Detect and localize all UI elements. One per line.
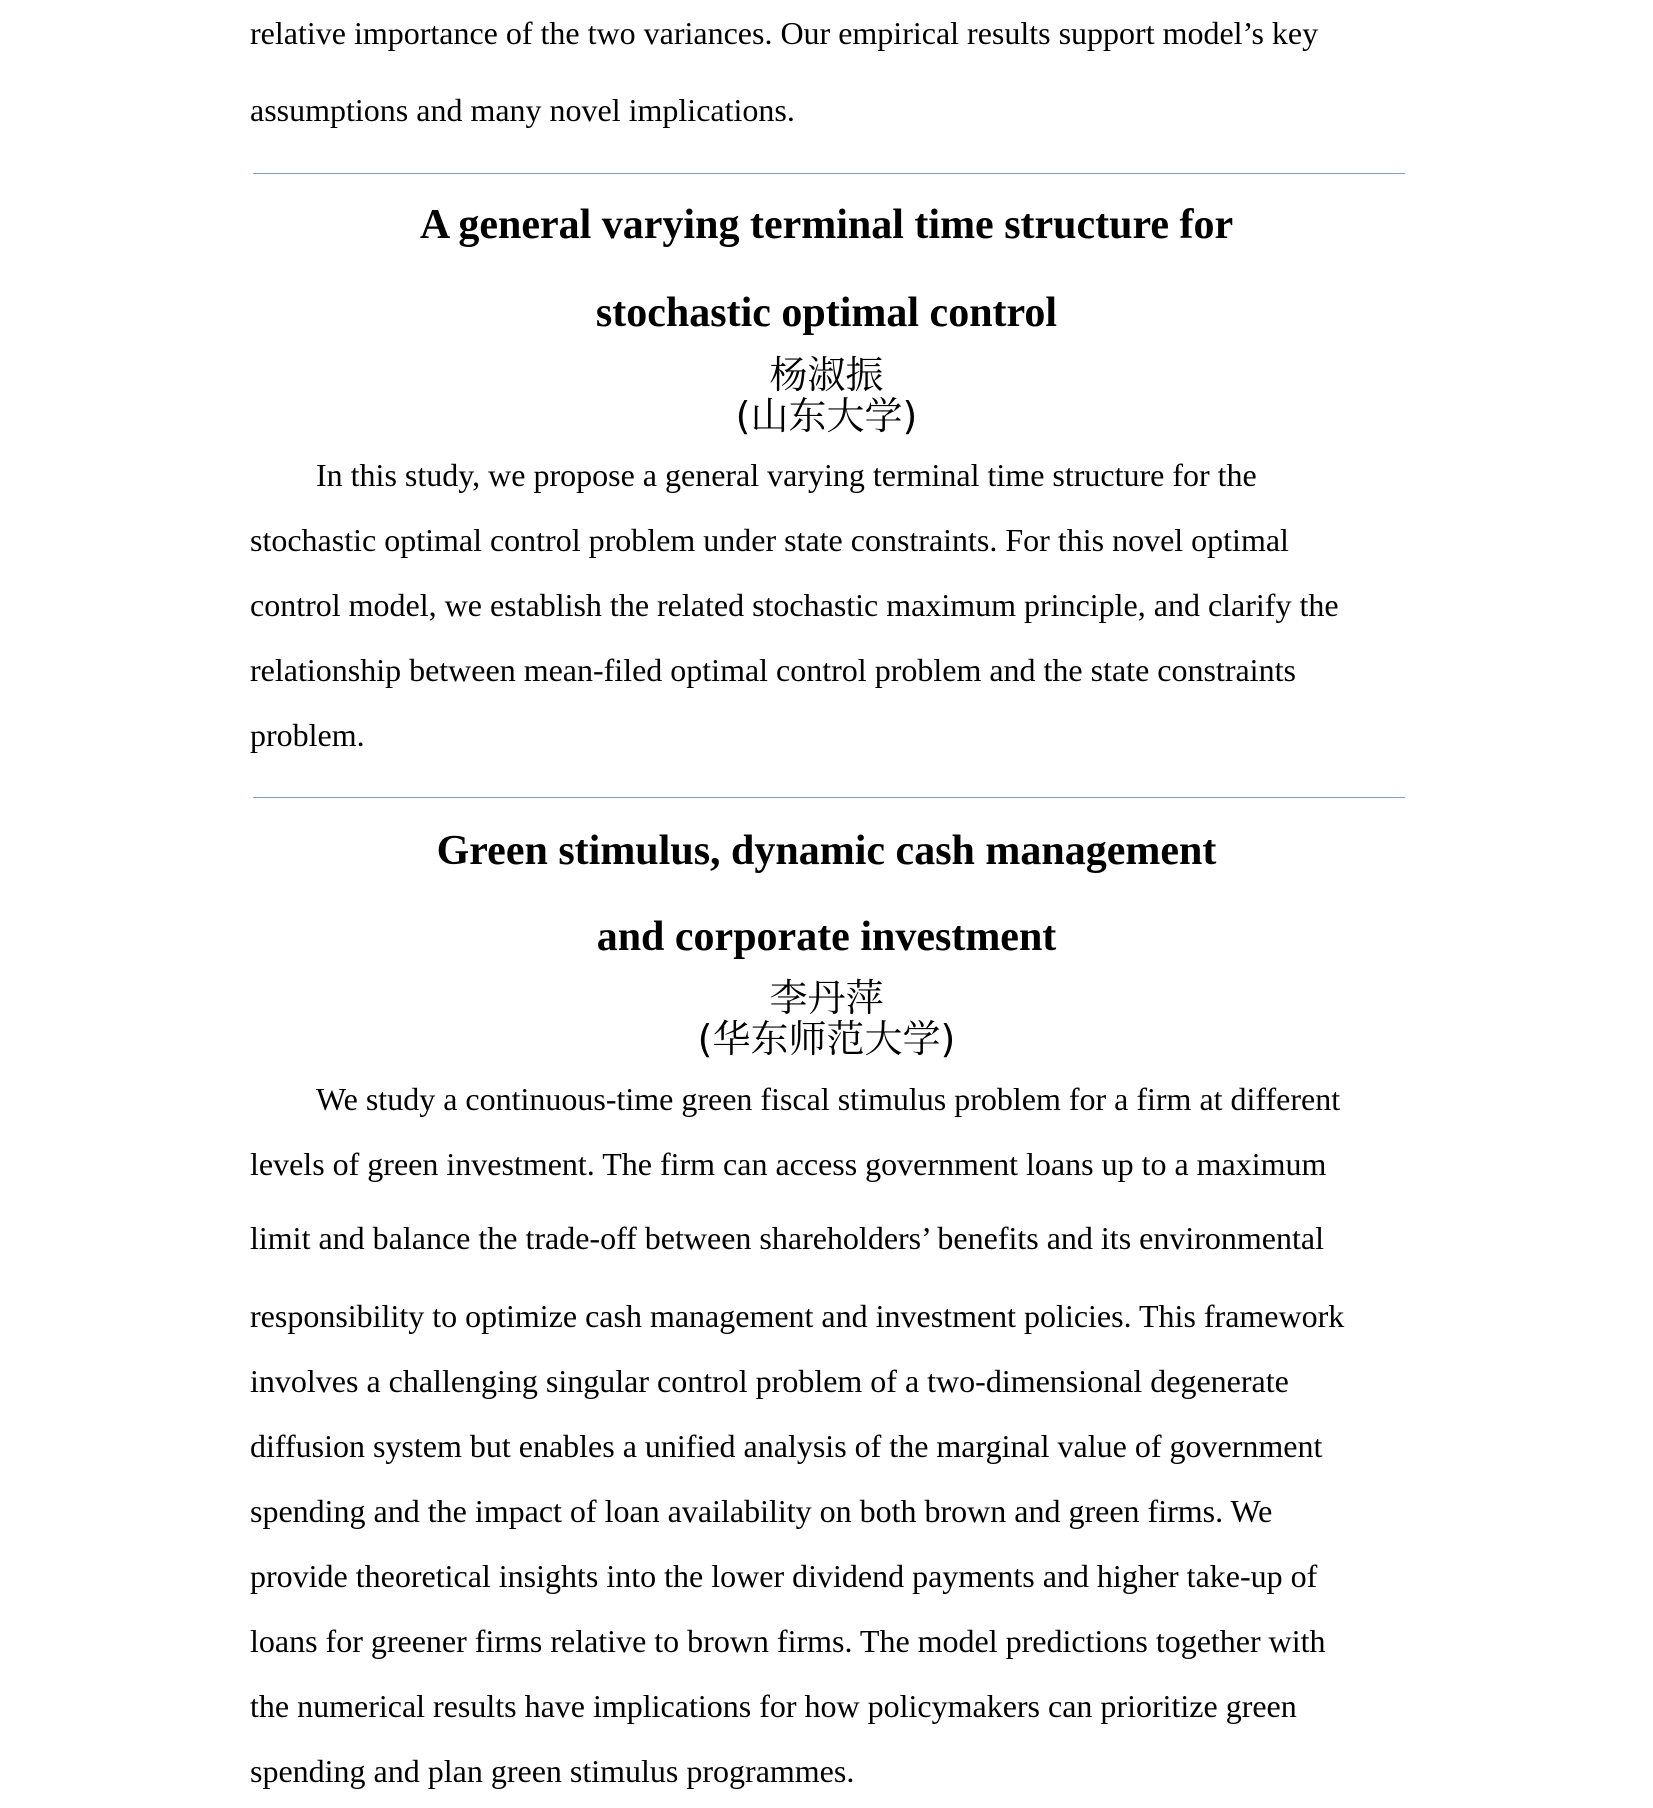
section-title-line: Green stimulus, dynamic cash management (436, 828, 1217, 874)
abstract-text-line: control model, we establish the related stochastic maximum principle, and clarify the (250, 587, 1339, 623)
abstract-text-line: limit and balance the trade-off between shareholders’ benefits and its environmental (250, 1220, 1324, 1256)
section-title-line: stochastic optimal control (595, 290, 1058, 336)
abstract-text-line: spending and the impact of loan availability on both brown and green firms. We (250, 1493, 1273, 1529)
abstract-text-line: We study a continuous-time green fiscal stimulus problem for a firm at different (316, 1081, 1341, 1117)
intro-text-line: assumptions and many novel implications. (250, 92, 795, 128)
abstract-text-line: provide theoretical insights into the lower dividend payments and higher take-up of (250, 1558, 1318, 1594)
author-affiliation: (山东大学) (735, 394, 918, 438)
abstract-text-line: involves a challenging singular control problem of a two-dimensional degenerate (250, 1363, 1289, 1399)
author-affiliation: (华东师范大学) (697, 1017, 956, 1061)
section-divider (253, 797, 1405, 798)
section-title-line: and corporate investment (596, 914, 1057, 960)
abstract-text-line: problem. (250, 717, 365, 753)
abstract-text-line: the numerical results have implications for how policymakers can prioritize green (250, 1688, 1297, 1724)
abstract-text-line: loans for greener firms relative to brown firms. The model predictions together with (250, 1623, 1326, 1659)
abstract-text-line: spending and plan green stimulus programmes. (250, 1753, 855, 1789)
intro-text-line: relative importance of the two variances. Our empirical results support model’s key (250, 15, 1319, 51)
abstract-text-line: stochastic optimal control problem under state constraints. For this novel optimal (250, 522, 1289, 558)
abstract-text-line: levels of green investment. The firm can access government loans up to a maximum (250, 1146, 1327, 1182)
abstract-text-line: relationship between mean-filed optimal control problem and the state constraints (250, 652, 1296, 688)
section-divider (253, 173, 1405, 174)
section-title-line: A general varying terminal time structure for (419, 202, 1234, 248)
author-name: 李丹萍 (769, 976, 884, 1020)
abstract-text-line: In this study, we propose a general varying terminal time structure for the (316, 457, 1257, 493)
author-name: 杨淑振 (769, 353, 884, 397)
abstract-text-line: responsibility to optimize cash management and investment policies. This framework (250, 1298, 1345, 1334)
abstract-text-line: diffusion system but enables a unified analysis of the marginal value of government (250, 1428, 1323, 1464)
